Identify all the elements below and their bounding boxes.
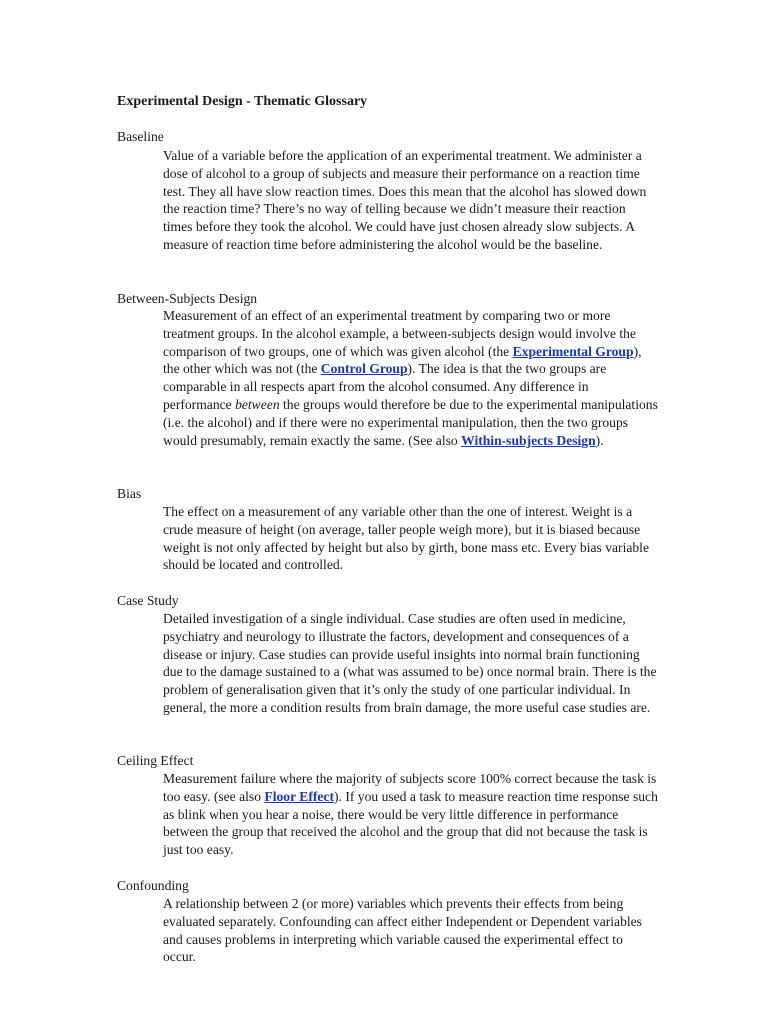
emphasis-between: between — [235, 396, 280, 412]
definition-case-study: Detailed investigation of a single individual. Case studies are often used in medicine, psychiatry and neurology to illustrate the factors, development and consequences of a disease or injury. Case studies can provide useful insights into normal brain functioning due to the damage sustained to a (what was assumed to be) once normal brain. There is the problem of generalisation given that it’s only the study of one particular individual. In general, the more a condition results from brain damage, the more useful case studies are. — [163, 611, 657, 715]
definition-text: ), the other which was not (the — [163, 343, 642, 377]
term-baseline: Baseline — [117, 129, 164, 144]
link-experimental-group[interactable]: Experimental Group — [512, 343, 634, 359]
document-title: Experimental Design - Thematic Glossary — [117, 94, 368, 109]
link-control-group[interactable]: Control Group — [320, 361, 408, 377]
definition-text: Measurement failure where the majority of subjects score 100% correct because the task is too easy. (see also — [163, 771, 657, 804]
term-between-subjects-design: Between-Subjects Design — [117, 291, 258, 306]
definition-ceiling-effect — [163, 770, 658, 859]
link-floor-effect[interactable]: Floor Effect — [264, 788, 334, 804]
term-confounding: Confounding — [117, 878, 189, 893]
term-bias: Bias — [117, 486, 142, 501]
definition-confounding: A relationship between 2 (or more) variables which prevents their effects from being evaluated separately. Confounding can affect either Independent or Dependent variables and causes problems in interpreting which variable caused the experimental effect to occur. — [163, 896, 642, 965]
definition-text: ). — [595, 432, 604, 448]
definition-text: ). The idea is that the two groups are comparable in all respects apart from the alcohol consumed. Any difference in performance — [163, 361, 607, 412]
term-ceiling-effect: Ceiling Effect — [117, 753, 194, 768]
link-within-subjects-design[interactable]: Within-subjects Design — [461, 432, 596, 448]
definition-text: Measurement of an effect of an experimental treatment by comparing two or more treatment groups. In the alcohol example, a between-subjects design would involve the comparison of two groups, one of which was given alcohol (the — [163, 308, 637, 359]
definition-bias: The effect on a measurement of any variable other than the one of interest. Weight is a crude measure of height (on average, taller people weigh more), but it is biased because weight is not only affected by height but also by girth, bone mass etc. Every bias variable should be located and controlled. — [163, 504, 649, 573]
definition-text: ). If you used a task to measure reaction time response such as blink when you hear a noise, there would be very little difference in performance between the group that received the alcohol and the group that did not because the task is just too easy. — [163, 788, 658, 858]
definition-between-subjects-design — [163, 307, 658, 449]
term-case-study: Case Study — [117, 593, 179, 608]
definition-text: the groups would therefore be due to the experimental manipulations (i.e. the alcohol) and if there were no experimental manipulation, then the two groups would presumably, remain exactly the same. (See also — [163, 396, 658, 448]
definition-baseline: Value of a variable before the application of an experimental treatment. We administer a dose of alcohol to a group of subjects and measure their performance on a reaction time test. They all have slow reaction times. Does this mean that the alcohol has slowed down the reaction time? There’s no way of telling because we didn’t measure their reaction times before they took the alcohol. We could have just chosen already slow subjects. A measure of reaction time before administering the alcohol would be the baseline. — [163, 148, 647, 252]
